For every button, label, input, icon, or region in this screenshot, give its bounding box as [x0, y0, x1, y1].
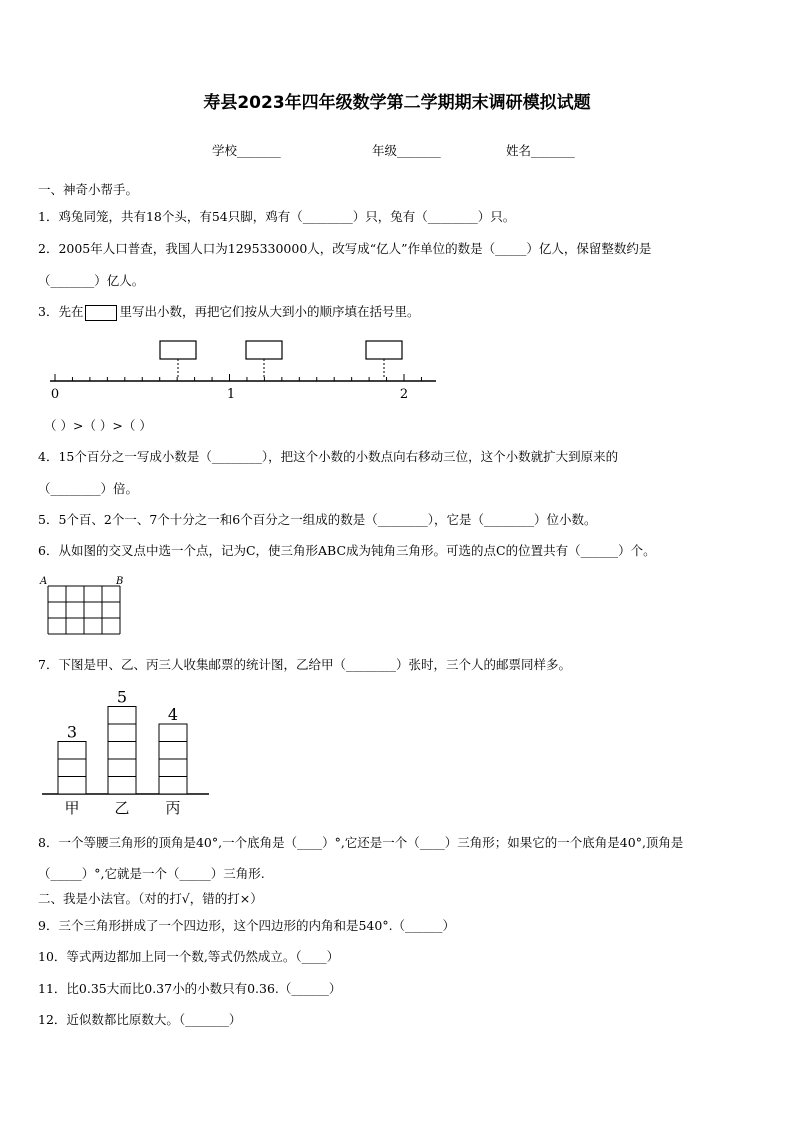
bar-unit: [159, 759, 187, 777]
question-11: 11．比0.35大而比0.37小的小数只有0.36.（______）: [38, 981, 342, 996]
data-label: 5: [116, 687, 128, 707]
bar-unit: [58, 777, 86, 795]
grade-field[interactable]: [372, 141, 441, 159]
page-title: 寿县2023年四年级数学第二学期期末调研模拟试题: [203, 93, 591, 113]
bar-1: [58, 742, 86, 795]
question-10: 10．等式两边都加上同一个数,等式仍然成立。（____）: [38, 949, 340, 964]
category-label: 丙: [165, 799, 181, 817]
bar-unit: [108, 742, 136, 760]
question-9: 9．三个三角形拼成了一个四边形，这个四边形的内角和是540°.（______）: [38, 918, 456, 933]
blank-box-3: [366, 341, 402, 359]
bar-unit: [58, 759, 86, 777]
grade-label: 年级: [372, 143, 398, 158]
bar-unit: [159, 724, 187, 742]
bar-2: [108, 707, 136, 795]
name-label: 姓名: [506, 143, 532, 158]
school-blank: _______: [237, 143, 281, 158]
bar-unit: [108, 777, 136, 795]
question-6: 6．从如图的交叉点中选一个点，记为C，使三角形ABC成为钝角三角形。可选的点C的位置共有（______）个。: [38, 543, 656, 558]
section-heading-2: 二、我是小法官。（对的打√，错的打×）: [38, 891, 263, 906]
number-line-figure: [46, 336, 442, 406]
number-line-boxes: [160, 341, 402, 359]
question-4-line1: 4．15个百分之一写成小数是（________），把这个小数的小数点向右移动三位，这个小数就扩大到原来的: [38, 449, 619, 464]
name-field[interactable]: [506, 141, 575, 159]
question-3-answer: （ ）>（ ）>（ ）: [44, 418, 152, 433]
section-heading-1: 一、神奇小帮手。: [38, 182, 139, 197]
bar-unit: [108, 724, 136, 742]
label-b: B: [116, 576, 124, 587]
question-5: 5．5个百、2个一、7个十分之一和6个百分之一组成的数是（________），它是（________）位小数。: [38, 512, 597, 527]
label-a: A: [40, 576, 48, 587]
bar-3: [159, 724, 187, 794]
bar-unit: [58, 742, 86, 760]
data-label: 4: [167, 705, 179, 724]
question-3: [38, 302, 419, 321]
grid-figure: [38, 574, 128, 640]
question-3-prefix: 3．先在: [38, 304, 84, 319]
data-label: 3: [66, 722, 78, 742]
tick-label-1: 1: [226, 387, 236, 402]
bar-unit: [159, 742, 187, 760]
question-1: 1．鸡兔同笼，共有18个头，有54只脚，鸡有（________）只，兔有（________）只。: [38, 209, 516, 224]
bar-unit: [108, 759, 136, 777]
answer-box: [85, 305, 117, 321]
school-field[interactable]: [212, 141, 281, 159]
blank-box-1: [160, 341, 196, 359]
tick-label-2: 2: [399, 387, 409, 402]
question-8-line1: 8．一个等腰三角形的顶角是40°,一个底角是（____）°,它还是一个（____）三角形；如果它的一个底角是40°,顶角是: [38, 835, 684, 850]
bar-unit: [108, 707, 136, 725]
tick-label-0: 0: [50, 387, 60, 402]
question-8-line2: （_____）°,它就是一个（_____）三角形.: [38, 866, 265, 881]
question-2-line2: （_______）亿人。: [38, 273, 145, 288]
question-12: 12．近似数都比原数大。（_______）: [38, 1012, 242, 1027]
question-3-suffix: 里写出小数，再把它们按从大到小的顺序填在括号里。: [119, 304, 420, 319]
blank-box-2: [246, 341, 282, 359]
name-blank: _______: [531, 143, 575, 158]
category-label: 乙: [114, 799, 130, 817]
question-2-line1: 2．2005年人口普查，我国人口为1295330000人，改写成“亿人”作单位的数是（_____）亿人，保留整数约是: [38, 241, 652, 256]
question-4-line2: （________）倍。: [38, 481, 139, 496]
category-label: 甲: [64, 799, 80, 817]
question-7: 7．下图是甲、乙、丙三人收集邮票的统计图，乙给甲（________）张时，三个人的邮票同样多。: [38, 657, 571, 672]
grade-blank: _______: [397, 143, 441, 158]
stamp-chart: [38, 684, 213, 820]
school-label: 学校: [212, 143, 238, 158]
bar-unit: [159, 777, 187, 795]
